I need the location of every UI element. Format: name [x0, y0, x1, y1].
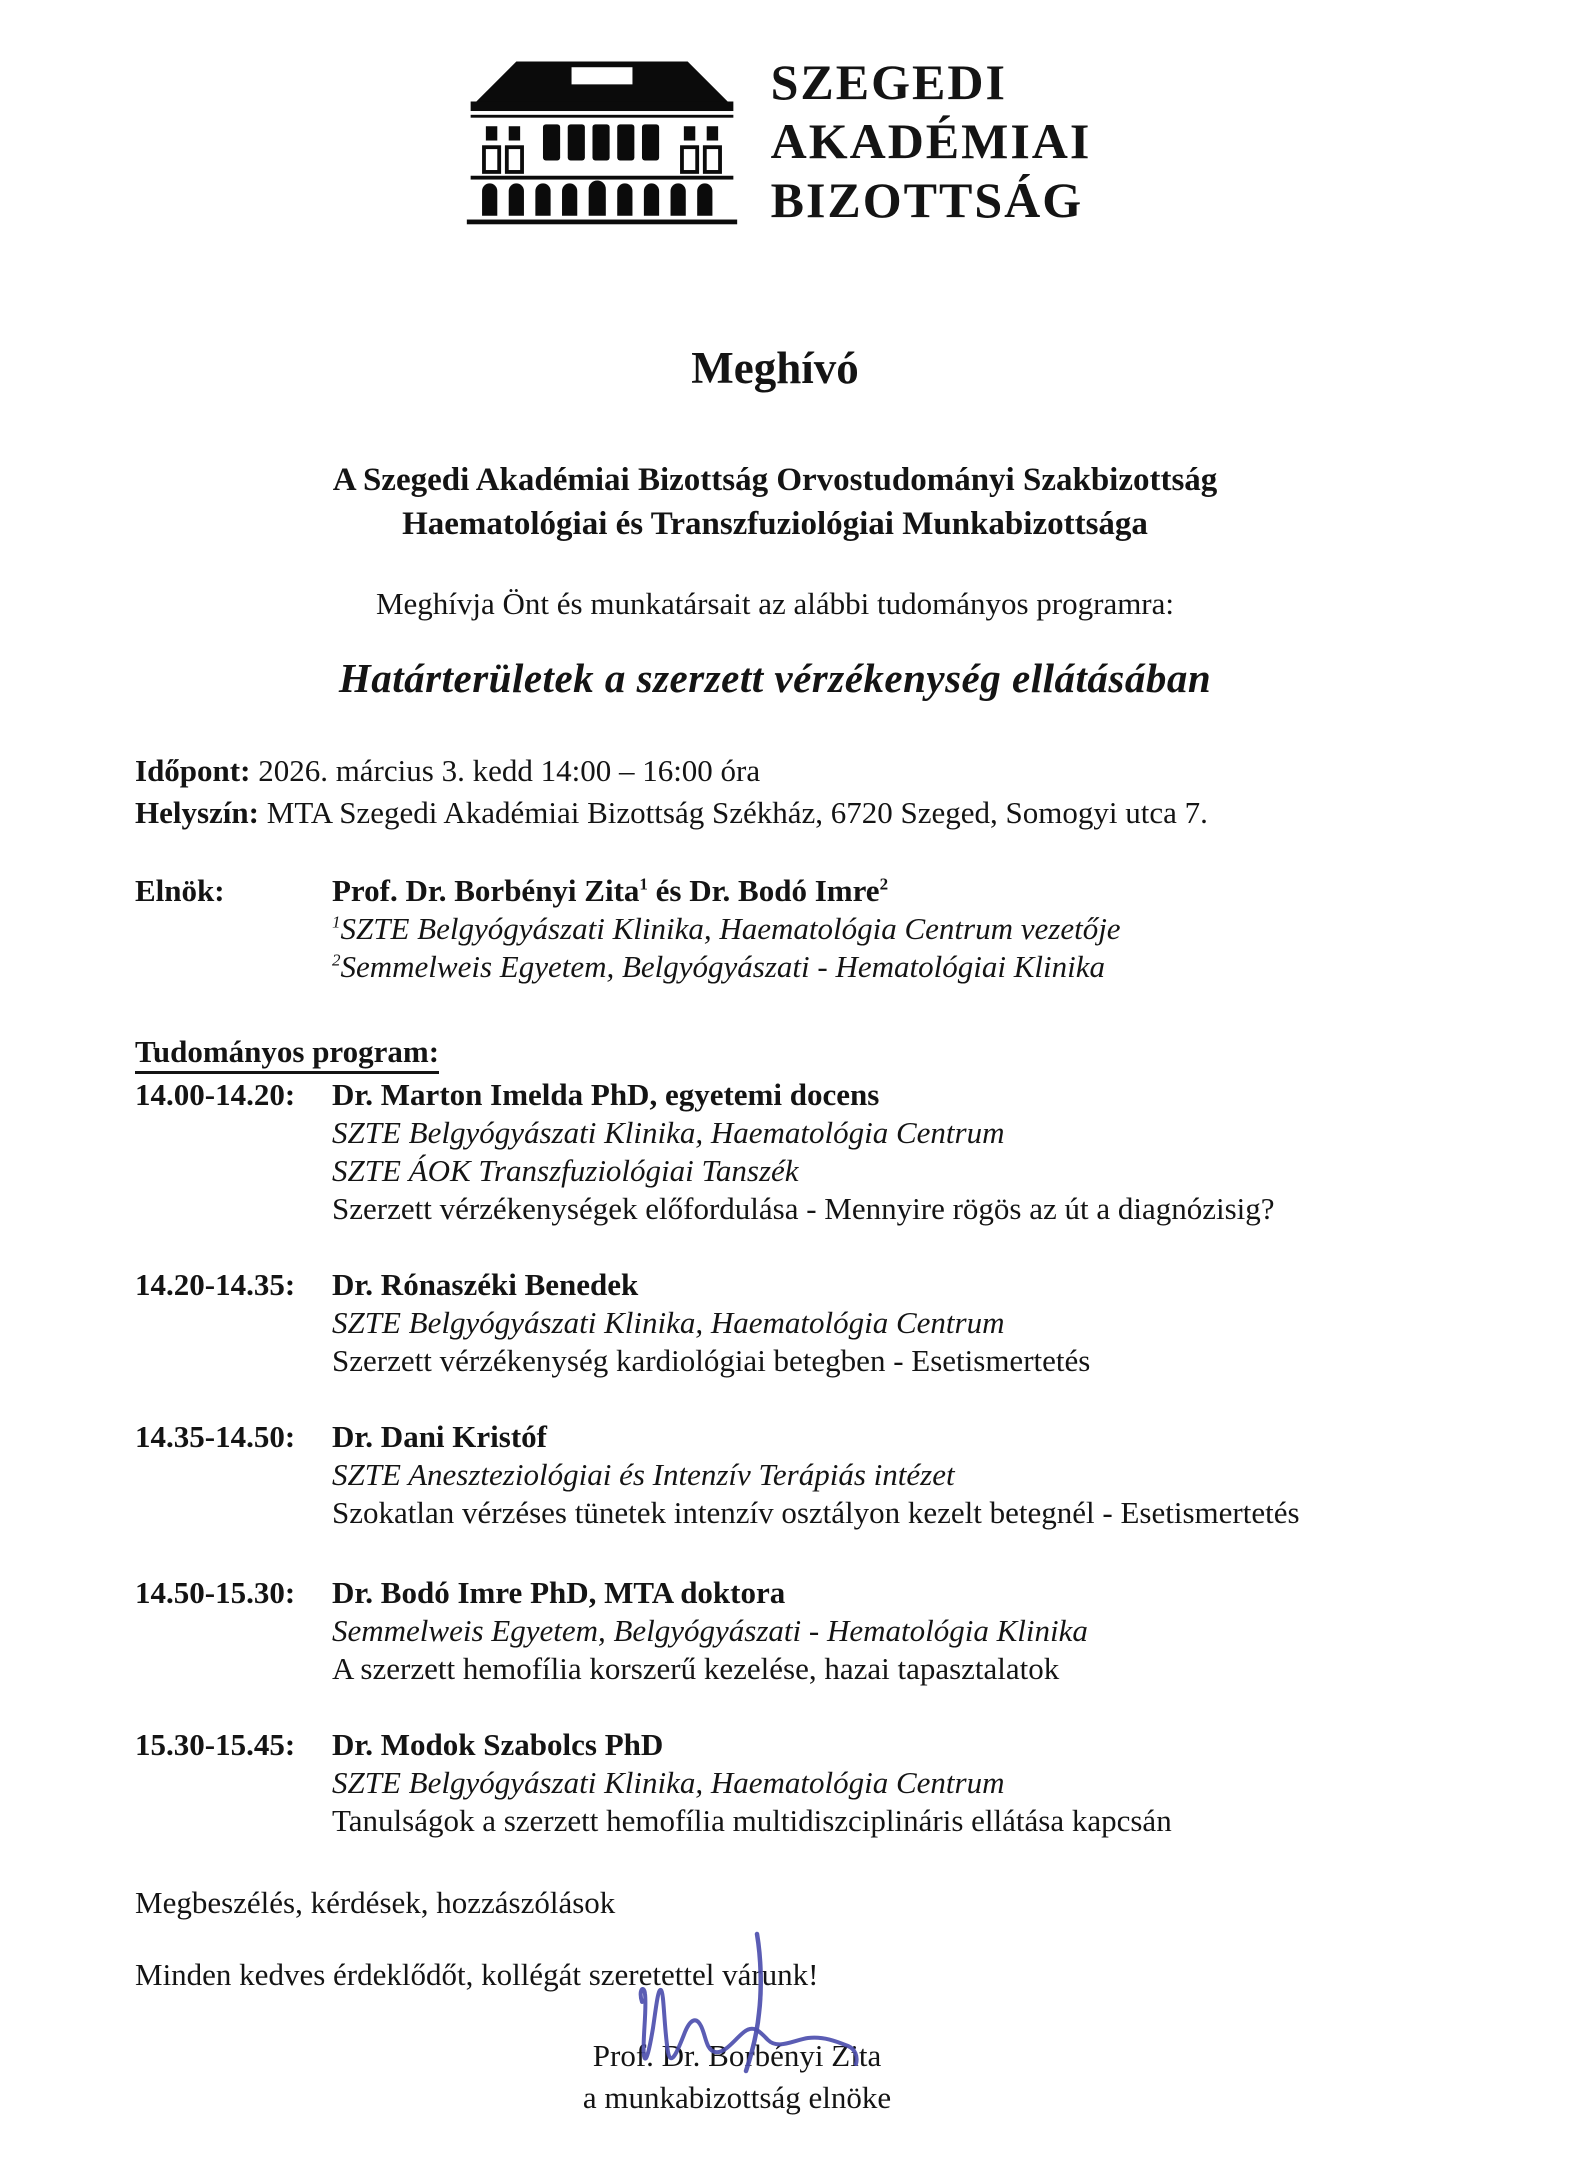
program-item-talk-title: Szerzett vérzékenység kardiológiai betegben - Esetismertetés [332, 1343, 1091, 1378]
program-item-affiliation: SZTE ÁOK Transzfuziológiai Tanszék [332, 1153, 799, 1188]
program-item-speaker: Dr. Rónaszéki Benedek [332, 1267, 639, 1302]
wordmark-line-1: SZEGEDI [770, 53, 1007, 110]
program-item-talk-title: A szerzett hemofília korszerű kezelése, hazai tapasztalatok [332, 1651, 1060, 1686]
chair-2-name: és Dr. Bodó Imre [647, 873, 880, 908]
program-item [135, 1726, 1525, 1840]
program-item-talk-title: Szerzett vérzékenységek előfordulása - Mennyire rögös az út a diagnózisig? [332, 1191, 1275, 1226]
program-item-speaker: Dr. Bodó Imre PhD, MTA doktora [332, 1575, 786, 1610]
organizer-line-1: A Szegedi Akadémiai Bizottság Orvostudományi Szakbizottság [332, 462, 1218, 498]
program-item [135, 1266, 1525, 1380]
program-item-affiliation: SZTE Belgyógyászati Klinika, Haematológia Centrum [332, 1115, 1005, 1150]
program-item-affiliation: SZTE Aneszteziológiai és Intenzív Terápiás intézet [332, 1457, 955, 1492]
org-wordmark [771, 53, 1092, 230]
program-item-time: 15.30-15.45: [135, 1727, 296, 1762]
time-label: Időpont: [135, 753, 251, 788]
chair-1-name: Prof. Dr. Borbényi Zita [332, 873, 640, 908]
chair-2-footnote: 2 [879, 874, 889, 894]
closing-discussion-line: Megbeszélés, kérdések, hozzászólások [135, 1885, 616, 1920]
program-item-body [332, 1726, 1525, 1840]
signer-role: a munkabizottság elnöke [582, 2080, 892, 2115]
program-item-time: 14.00-14.20: [135, 1077, 296, 1112]
program-item-talk-title: Szokatlan vérzéses tünetek intenzív osztályon kezelt betegnél - Esetismertetés [332, 1495, 1300, 1530]
chairs-label: Elnök: [135, 873, 225, 908]
wordmark-line-2: AKADÉMIAI [770, 112, 1092, 169]
program-item-time: 14.20-14.35: [135, 1267, 296, 1302]
signature-ink [598, 1928, 890, 2080]
masthead [0, 52, 1550, 230]
chair-1-footnote: 1 [639, 874, 648, 894]
chair-2-affiliation-text: Semmelweis Egyetem, Belgyógyászati - Hematológiai Klinika [340, 949, 1105, 984]
event-title: Határterületek a szerzett vérzékenység ellátásában [338, 655, 1212, 701]
program-item-time: 14.35-14.50: [135, 1419, 296, 1454]
venue-line [135, 794, 1515, 832]
program-item-body [332, 1418, 1525, 1532]
time-value: 2026. március 3. kedd 14:00 – 16:00 óra [258, 753, 761, 788]
program-item-speaker: Dr. Marton Imelda PhD, egyetemi docens [332, 1077, 880, 1112]
program-heading [135, 1034, 439, 1070]
program-item-time: 14.50-15.30: [135, 1575, 296, 1610]
chairs-block [135, 872, 1525, 986]
program-item-body [332, 1076, 1525, 1228]
program-heading-text: Tudományos program: [135, 1034, 439, 1074]
organizer-block [0, 458, 1550, 546]
program-item-talk-title: Tanulságok a szerzett hemofília multidiszciplináris ellátása kapcsán [332, 1803, 1172, 1838]
program-item [135, 1076, 1525, 1228]
chair-1-affiliation [332, 910, 1525, 948]
program-item-speaker: Dr. Modok Szabolcs PhD [332, 1727, 664, 1762]
program-item-body [332, 1574, 1525, 1688]
program-item [135, 1574, 1525, 1688]
chairs-content [332, 872, 1525, 986]
program-item [135, 1418, 1525, 1532]
time-line [135, 752, 1515, 790]
program-item-affiliation: Semmelweis Egyetem, Belgyógyászati - Hematológia Klinika [332, 1613, 1088, 1648]
venue-value: MTA Szegedi Akadémiai Bizottság Székház, 6720 Szeged, Somogyi utca 7. [266, 795, 1208, 830]
chairs-names [332, 872, 1525, 910]
venue-label: Helyszín: [135, 795, 259, 830]
invite-sentence: Meghívja Önt és munkatársait az alábbi tudományos programra: [375, 586, 1175, 621]
program-item-speaker: Dr. Dani Kristóf [332, 1419, 547, 1454]
closing-welcome-line: Minden kedves érdeklődőt, kollégát szeretettel várunk! [135, 1957, 819, 1992]
organizer-line-2: Haematológiai és Transzfuziológiai Munkabizottsága [402, 506, 1148, 542]
program-item-affiliation: SZTE Belgyógyászati Klinika, Haematológia Centrum [332, 1765, 1005, 1800]
wordmark-line-3: BIZOTTSÁG [770, 171, 1084, 228]
chair-1-affiliation-text: SZTE Belgyógyászati Klinika, Haematológia Centrum vezetője [340, 911, 1121, 946]
program-item-body [332, 1266, 1525, 1380]
chair-2-affiliation [332, 948, 1525, 986]
document-title: Meghívó [691, 343, 859, 393]
chair-2-affiliation-footnote: 2 [332, 950, 341, 970]
program-item-affiliation: SZTE Belgyógyászati Klinika, Haematológia Centrum [332, 1305, 1005, 1340]
signer-name: Prof. Dr. Borbényi Zita [592, 2038, 882, 2073]
chair-1-affiliation-footnote: 1 [332, 912, 341, 932]
szab-building-icon [459, 52, 745, 230]
